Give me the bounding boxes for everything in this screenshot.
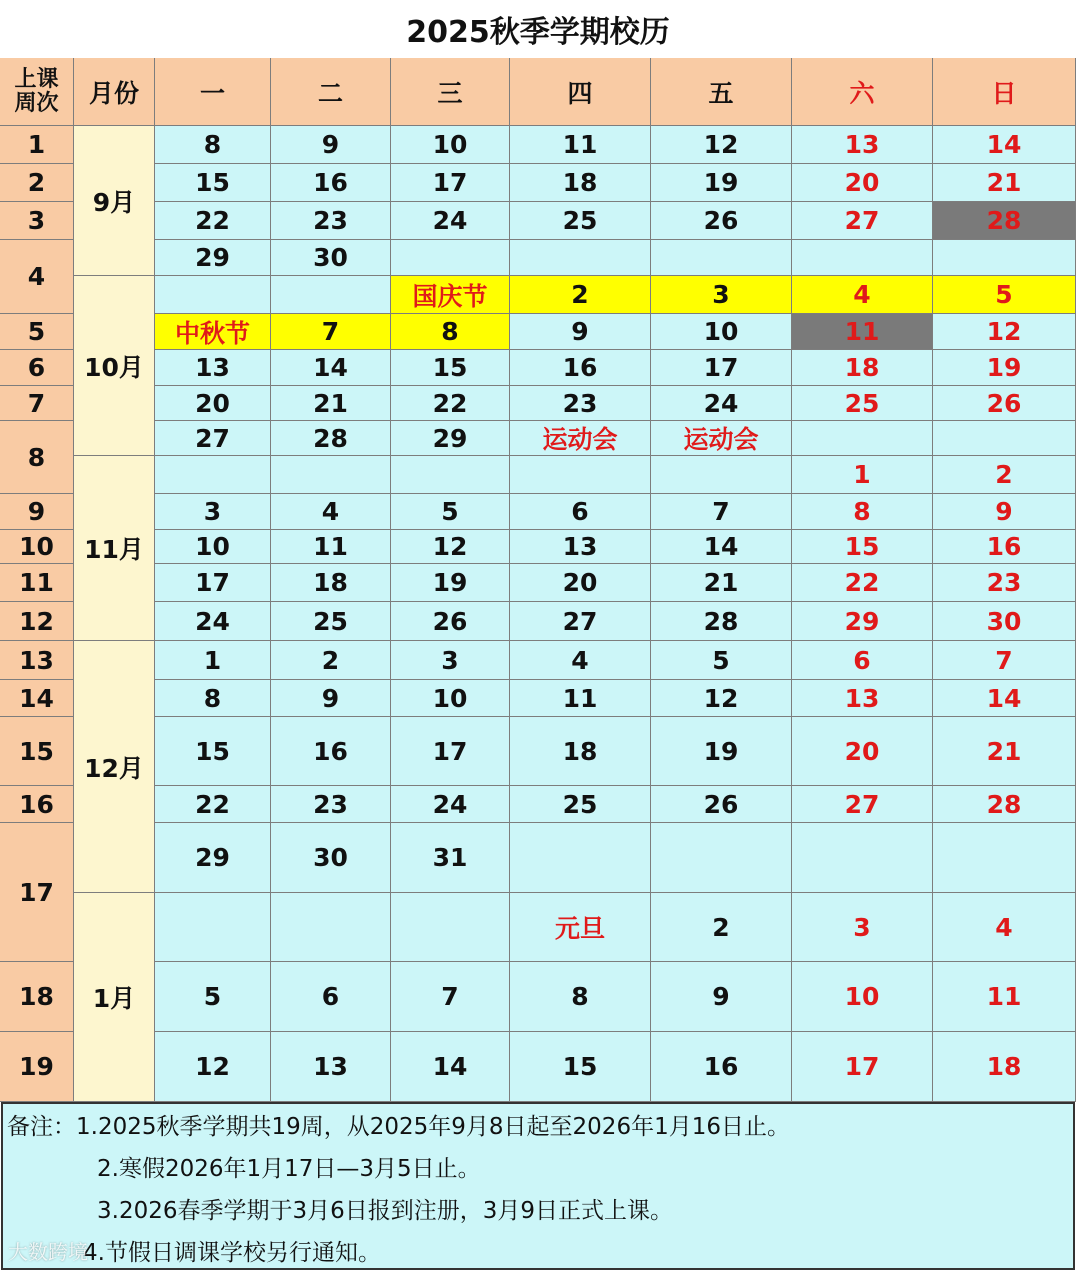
week-number: 4 xyxy=(0,240,74,314)
date-cell: 运动会 xyxy=(510,421,651,456)
date-cell xyxy=(651,823,792,893)
date-cell: 12 xyxy=(933,314,1076,350)
date-cell: 10 xyxy=(391,680,510,717)
date-cell: 23 xyxy=(271,202,391,240)
date-cell: 13 xyxy=(792,680,933,717)
header-day: 一 xyxy=(155,58,271,126)
month-label: 1月 xyxy=(74,893,155,1102)
date-cell: 20 xyxy=(792,717,933,786)
date-cell: 8 xyxy=(792,494,933,530)
date-cell: 12 xyxy=(155,1032,271,1102)
date-cell xyxy=(510,456,651,494)
date-cell: 8 xyxy=(155,126,271,164)
date-cell: 元旦 xyxy=(510,893,651,962)
week-number: 5 xyxy=(0,314,74,350)
date-cell: 15 xyxy=(510,1032,651,1102)
date-cell: 21 xyxy=(933,717,1076,786)
date-cell: 17 xyxy=(391,164,510,202)
week-number: 13 xyxy=(0,641,74,680)
date-cell: 26 xyxy=(651,786,792,823)
date-cell: 17 xyxy=(391,717,510,786)
week-number: 16 xyxy=(0,786,74,823)
week-number: 9 xyxy=(0,494,74,530)
date-cell: 29 xyxy=(155,823,271,893)
date-cell: 5 xyxy=(651,641,792,680)
week-number: 7 xyxy=(0,386,74,421)
date-cell: 14 xyxy=(933,126,1076,164)
date-cell: 18 xyxy=(510,717,651,786)
date-cell: 30 xyxy=(271,823,391,893)
date-cell xyxy=(155,456,271,494)
date-cell: 3 xyxy=(155,494,271,530)
date-cell xyxy=(792,421,933,456)
date-cell: 27 xyxy=(792,786,933,823)
date-cell xyxy=(792,823,933,893)
date-cell: 25 xyxy=(271,602,391,641)
date-cell: 7 xyxy=(271,314,391,350)
date-cell: 8 xyxy=(510,962,651,1032)
date-cell: 7 xyxy=(651,494,792,530)
week-number: 1 xyxy=(0,126,74,164)
date-cell: 4 xyxy=(933,893,1076,962)
date-cell: 20 xyxy=(792,164,933,202)
date-cell: 12 xyxy=(651,126,792,164)
date-cell xyxy=(391,240,510,276)
date-cell: 13 xyxy=(155,350,271,386)
date-cell: 国庆节 xyxy=(391,276,510,314)
date-cell: 14 xyxy=(391,1032,510,1102)
date-cell: 28 xyxy=(271,421,391,456)
date-cell: 2 xyxy=(651,893,792,962)
date-cell: 17 xyxy=(155,564,271,602)
date-cell: 13 xyxy=(271,1032,391,1102)
date-cell: 11 xyxy=(933,962,1076,1032)
week-number: 12 xyxy=(0,602,74,641)
notes-box xyxy=(1,1102,1075,1270)
date-cell: 26 xyxy=(933,386,1076,421)
date-cell: 24 xyxy=(391,786,510,823)
header-week: 上课 周次 xyxy=(0,58,74,126)
week-number: 11 xyxy=(0,564,74,602)
date-cell: 5 xyxy=(155,962,271,1032)
date-cell: 15 xyxy=(792,530,933,564)
date-cell: 16 xyxy=(271,717,391,786)
month-label: 9月 xyxy=(74,126,155,276)
date-cell: 19 xyxy=(933,350,1076,386)
date-cell: 3 xyxy=(792,893,933,962)
date-cell: 29 xyxy=(391,421,510,456)
date-cell: 12 xyxy=(391,530,510,564)
date-cell: 22 xyxy=(155,786,271,823)
date-cell: 4 xyxy=(792,276,933,314)
date-cell: 18 xyxy=(933,1032,1076,1102)
date-cell: 10 xyxy=(391,126,510,164)
note-2: 2.寒假2026年1月17日—3月5日止。 xyxy=(97,1156,481,1182)
date-cell: 6 xyxy=(510,494,651,530)
date-cell: 24 xyxy=(391,202,510,240)
date-cell: 4 xyxy=(271,494,391,530)
week-number: 10 xyxy=(0,530,74,564)
date-cell: 3 xyxy=(391,641,510,680)
date-cell: 22 xyxy=(155,202,271,240)
date-cell: 29 xyxy=(792,602,933,641)
date-cell: 1 xyxy=(792,456,933,494)
date-cell: 9 xyxy=(651,962,792,1032)
date-cell: 16 xyxy=(510,350,651,386)
date-cell: 4 xyxy=(510,641,651,680)
date-cell: 10 xyxy=(155,530,271,564)
date-cell xyxy=(933,421,1076,456)
header-month: 月份 xyxy=(74,58,155,126)
date-cell: 18 xyxy=(271,564,391,602)
date-cell: 10 xyxy=(792,962,933,1032)
date-cell: 24 xyxy=(155,602,271,641)
date-cell: 15 xyxy=(155,164,271,202)
date-cell: 6 xyxy=(271,962,391,1032)
date-cell xyxy=(391,456,510,494)
date-cell: 19 xyxy=(651,164,792,202)
date-cell: 27 xyxy=(792,202,933,240)
week-number: 2 xyxy=(0,164,74,202)
date-cell: 14 xyxy=(933,680,1076,717)
date-cell: 23 xyxy=(271,786,391,823)
date-cell: 17 xyxy=(792,1032,933,1102)
date-cell: 26 xyxy=(391,602,510,641)
date-cell: 29 xyxy=(155,240,271,276)
date-cell: 11 xyxy=(510,680,651,717)
week-number: 6 xyxy=(0,350,74,386)
header-day: 三 xyxy=(391,58,510,126)
date-cell xyxy=(155,893,271,962)
date-cell: 12 xyxy=(651,680,792,717)
date-cell: 9 xyxy=(510,314,651,350)
date-cell: 23 xyxy=(933,564,1076,602)
date-cell: 20 xyxy=(155,386,271,421)
date-cell xyxy=(271,276,391,314)
week-number: 18 xyxy=(0,962,74,1032)
date-cell: 2 xyxy=(271,641,391,680)
date-cell: 28 xyxy=(651,602,792,641)
date-cell: 24 xyxy=(651,386,792,421)
week-number: 3 xyxy=(0,202,74,240)
date-cell xyxy=(792,240,933,276)
header-day: 五 xyxy=(651,58,792,126)
date-cell: 21 xyxy=(651,564,792,602)
date-cell: 27 xyxy=(155,421,271,456)
date-cell: 21 xyxy=(933,164,1076,202)
date-cell xyxy=(271,456,391,494)
month-label: 12月 xyxy=(74,641,155,893)
date-cell: 5 xyxy=(933,276,1076,314)
week-number: 17 xyxy=(0,823,74,962)
date-cell xyxy=(510,240,651,276)
date-cell: 11 xyxy=(271,530,391,564)
date-cell: 9 xyxy=(933,494,1076,530)
month-label: 10月 xyxy=(74,276,155,456)
week-number: 19 xyxy=(0,1032,74,1102)
date-cell: 15 xyxy=(391,350,510,386)
date-cell: 1 xyxy=(155,641,271,680)
date-cell: 28 xyxy=(933,786,1076,823)
week-number: 15 xyxy=(0,717,74,786)
header-day: 日 xyxy=(933,58,1076,126)
date-cell: 31 xyxy=(391,823,510,893)
date-cell: 运动会 xyxy=(651,421,792,456)
calendar-title: 2025秋季学期校历 xyxy=(406,15,670,50)
month-label: 11月 xyxy=(74,456,155,641)
date-cell: 26 xyxy=(651,202,792,240)
date-cell: 22 xyxy=(391,386,510,421)
date-cell: 25 xyxy=(510,786,651,823)
date-cell xyxy=(651,240,792,276)
date-cell xyxy=(651,456,792,494)
date-cell xyxy=(933,823,1076,893)
date-cell: 16 xyxy=(933,530,1076,564)
date-cell xyxy=(933,240,1076,276)
date-cell xyxy=(510,823,651,893)
date-cell xyxy=(391,893,510,962)
date-cell: 27 xyxy=(510,602,651,641)
date-cell: 28 xyxy=(933,202,1076,240)
note-3: 3.2026春季学期于3月6日报到注册，3月9日正式上课。 xyxy=(97,1198,674,1224)
date-cell: 30 xyxy=(933,602,1076,641)
date-cell: 中秋节 xyxy=(155,314,271,350)
date-cell: 3 xyxy=(651,276,792,314)
date-cell xyxy=(155,276,271,314)
date-cell: 8 xyxy=(155,680,271,717)
date-cell: 14 xyxy=(271,350,391,386)
date-cell: 5 xyxy=(391,494,510,530)
date-cell: 20 xyxy=(510,564,651,602)
date-cell: 9 xyxy=(271,126,391,164)
header-day: 四 xyxy=(510,58,651,126)
date-cell: 16 xyxy=(271,164,391,202)
date-cell: 15 xyxy=(155,717,271,786)
note-4: 4.节假日调课学校另行通知。 xyxy=(83,1240,381,1266)
date-cell: 9 xyxy=(271,680,391,717)
date-cell: 19 xyxy=(651,717,792,786)
date-cell: 14 xyxy=(651,530,792,564)
date-cell: 6 xyxy=(792,641,933,680)
date-cell: 11 xyxy=(510,126,651,164)
week-number: 14 xyxy=(0,680,74,717)
date-cell: 16 xyxy=(651,1032,792,1102)
note-1: 备注：1.2025秋季学期共19周，从2025年9月8日起至2026年1月16日止。 xyxy=(7,1114,790,1140)
date-cell: 23 xyxy=(510,386,651,421)
date-cell: 17 xyxy=(651,350,792,386)
date-cell: 19 xyxy=(391,564,510,602)
date-cell: 18 xyxy=(792,350,933,386)
date-cell: 8 xyxy=(391,314,510,350)
date-cell: 30 xyxy=(271,240,391,276)
date-cell xyxy=(271,893,391,962)
date-cell: 7 xyxy=(391,962,510,1032)
week-number: 8 xyxy=(0,421,74,494)
date-cell: 22 xyxy=(792,564,933,602)
date-cell: 7 xyxy=(933,641,1076,680)
date-cell: 18 xyxy=(510,164,651,202)
header-day: 二 xyxy=(271,58,391,126)
date-cell: 2 xyxy=(510,276,651,314)
date-cell: 13 xyxy=(792,126,933,164)
date-cell: 25 xyxy=(510,202,651,240)
date-cell: 11 xyxy=(792,314,933,350)
date-cell: 25 xyxy=(792,386,933,421)
header-day: 六 xyxy=(792,58,933,126)
date-cell: 21 xyxy=(271,386,391,421)
date-cell: 2 xyxy=(933,456,1076,494)
watermark: 大数跨境 xyxy=(8,1240,88,1264)
date-cell: 10 xyxy=(651,314,792,350)
date-cell: 13 xyxy=(510,530,651,564)
